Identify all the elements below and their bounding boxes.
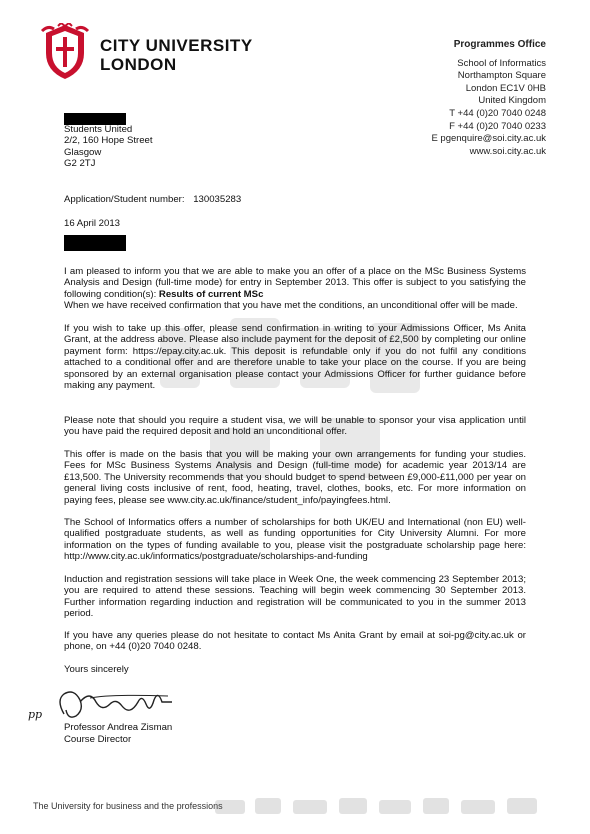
offer-text: I am pleased to inform you that we are able to make you an offer of a place on the MSc Business Systems Analysis and Design (full-time mode) for entry in September 2013. This offer is subject to you satisfying the following condition(s):: [64, 266, 526, 300]
paragraph-offer: [64, 266, 526, 312]
recipient-line: G2 2TJ: [64, 158, 96, 170]
application-number-label: Application/Student number:: [64, 194, 185, 205]
pp-mark: pp: [28, 708, 43, 721]
paragraph-visa: Please note that should you require a student visa, we will be unable to sponsor your visa application until you have paid the required deposit and hold an unconditional offer.: [64, 415, 526, 438]
closing: Yours sincerely: [64, 664, 129, 675]
recipient-address: [64, 124, 153, 170]
office-line: United Kingdom: [478, 95, 546, 107]
office-phone: T +44 (0)20 7040 0248: [449, 107, 546, 119]
office-email: E pgenquire@soi.city.ac.uk: [431, 133, 546, 145]
offer-unconditional-note: When we have received confirmation that you have met the conditions, an unconditional offer will be made.: [64, 300, 518, 312]
university-crest-logo: [38, 23, 92, 81]
office-website: www.soi.city.ac.uk: [469, 145, 546, 157]
letter-date: 16 April 2013: [64, 218, 121, 229]
paragraph-acceptance: If you wish to take up this offer, please send confirmation in writing to your Admissions Officer, Ms Anita Grant, at the address above. Please also include payment for the deposit of £2,500 by completing our online payment form: https://epay.city.ac.uk. This deposit is refundable only if you do not fulfil any conditions attached to a conditional offer and are therefore unable to take your place on the course. If you are being sponsored by an external organisation please contact your Admissions Officer for further guidance before making any payment.: [64, 323, 526, 392]
office-line: Northampton Square: [457, 70, 546, 82]
footer-tagline: The University for business and the professions: [33, 801, 223, 811]
office-title: Programmes Office: [453, 39, 546, 50]
university-name-line2: LONDON: [100, 55, 177, 74]
office-line: School of Informatics: [457, 57, 546, 69]
office-address-block: [376, 39, 546, 158]
application-number-value: 130035283: [193, 194, 242, 205]
office-fax: F +44 (0)20 7040 0233: [449, 120, 546, 132]
paragraph-contact: If you have any queries please do not hesitate to contact Ms Anita Grant by email at soi-pg@city.ac.uk or phone, on +44 (0)20 7040 0248.: [64, 630, 526, 653]
paragraph-induction: Induction and registration sessions will take place in Week One, the week commencing 23 September 2013; you are required to attend these sessions. Teaching will begin week commencing 30 September 2013. Further information regarding induction and registration will be communicated to you in the summer 2013 period.: [64, 574, 526, 620]
recipient-line: Students United: [64, 124, 133, 135]
redacted-salutation: [64, 235, 126, 251]
university-name: [100, 36, 253, 74]
footer-watermark: [215, 796, 555, 818]
recipient-line: Glasgow: [64, 146, 102, 158]
university-name-line1: CITY UNIVERSITY: [100, 36, 253, 55]
paragraph-fees: This offer is made on the basis that you will be making your own arrangements for funding your studies. Fees for MSc Business Systems Analysis and Design (full-time mode) for academic year 2013/14 are £13,500. The University recommends that you should budget to spend between £9,000-£11,000 per year on general living costs inclusive of rent, food, heating, travel, clothes, books, etc. For more information on paying fees, please see www.city.ac.uk/finance/student_info/payingfees.html.: [64, 449, 526, 506]
signatory-name: Professor Andrea Zisman: [64, 722, 173, 733]
handwritten-signature: [50, 680, 180, 728]
signatory-role: Course Director: [64, 734, 132, 745]
recipient-line: 2/2, 160 Hope Street: [64, 135, 153, 147]
application-number: [64, 194, 241, 205]
offer-condition: Results of current MSc: [158, 288, 264, 300]
office-line: London EC1V 0HB: [465, 82, 546, 94]
paragraph-scholarships: The School of Informatics offers a number of scholarships for both UK/EU and International (non EU) well-qualified postgraduate students, as well as funding opportunities for City University Alumni. For more information on the types of funding available to you, please visit the postgraduate scholarship page here: http://www.city.ac.uk/informatics/postgraduate/scholarships-and-funding: [64, 517, 526, 563]
